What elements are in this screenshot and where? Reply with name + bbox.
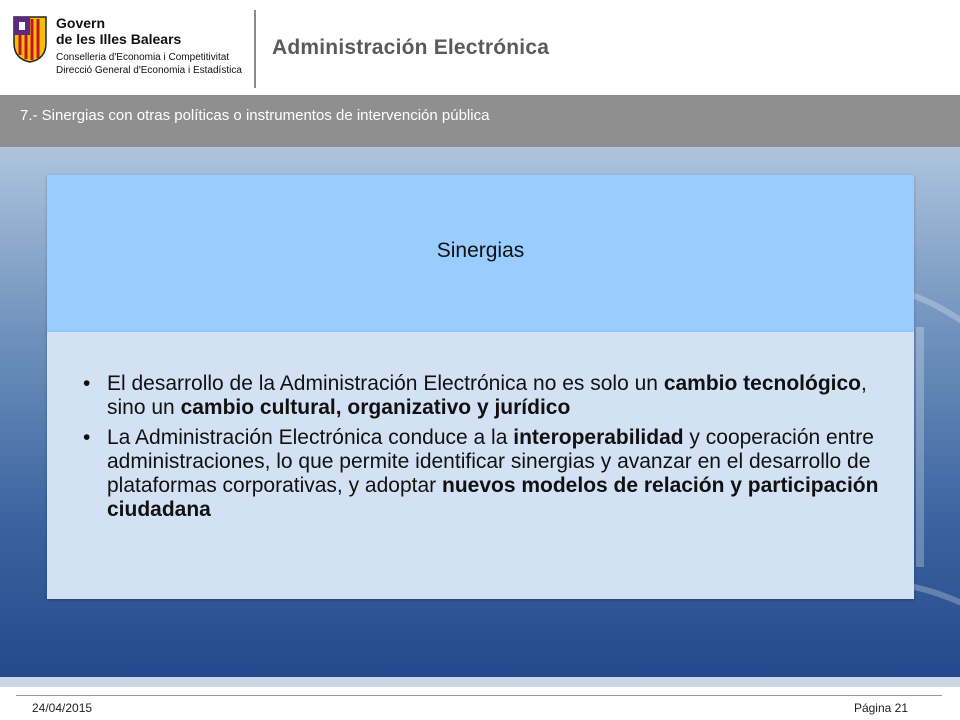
- bullet-text: El desarrollo de la Administración Electrónica no es solo un: [107, 372, 664, 395]
- bullet-item: [83, 426, 903, 522]
- bullet-emphasis: interoperabilidad: [513, 426, 684, 449]
- bullet-text: y cooperación entre administraciones, lo que permite identificar sinergias y avanzar en el desarrollo de plataformas corporativas, y adoptar: [107, 426, 874, 497]
- bullet-text: , sino un: [107, 372, 867, 419]
- page-title: Administración Electrónica: [272, 36, 550, 59]
- bullet-item: [83, 372, 903, 420]
- bullet-marker: •: [83, 426, 91, 449]
- bullet-list: [83, 372, 903, 528]
- header: [0, 0, 960, 95]
- bullet-text: La Administración Electrónica conduce a la: [107, 426, 514, 449]
- logo-text-conselleria: Conselleria d'Economia i Competitivitat: [56, 52, 230, 63]
- bullet-emphasis: nuevos modelos de relación y participación ciudadana: [107, 474, 879, 521]
- sinergias-header-card: [47, 175, 914, 335]
- footer-band: [0, 677, 960, 687]
- sinergias-content-card: [47, 332, 914, 599]
- balearic-crest-icon: [12, 15, 48, 63]
- section-title: 7.- Sinergias con otras políticas o instrumentos de intervención pública: [20, 107, 490, 124]
- logo-text-govern: Govern: [56, 15, 106, 31]
- card-title: Sinergias: [436, 239, 525, 262]
- page-number: Página 21: [853, 701, 908, 715]
- footer-date: 24/04/2015: [32, 701, 93, 715]
- slide-body: [0, 147, 960, 677]
- bullet-emphasis: cambio cultural, organizativo y jurídico: [180, 396, 571, 419]
- logo-text-direccio: Direcció General d'Economia i Estadística: [56, 65, 242, 76]
- govern-logo: [10, 9, 250, 89]
- bullet-emphasis: cambio tecnológico: [663, 372, 862, 395]
- header-divider: [254, 10, 256, 88]
- section-bar: [0, 95, 960, 147]
- logo-text-illes-balears: de les Illes Balears: [56, 31, 182, 47]
- footer-divider: [16, 695, 942, 696]
- footer: [0, 677, 960, 720]
- bullet-marker: •: [83, 372, 91, 395]
